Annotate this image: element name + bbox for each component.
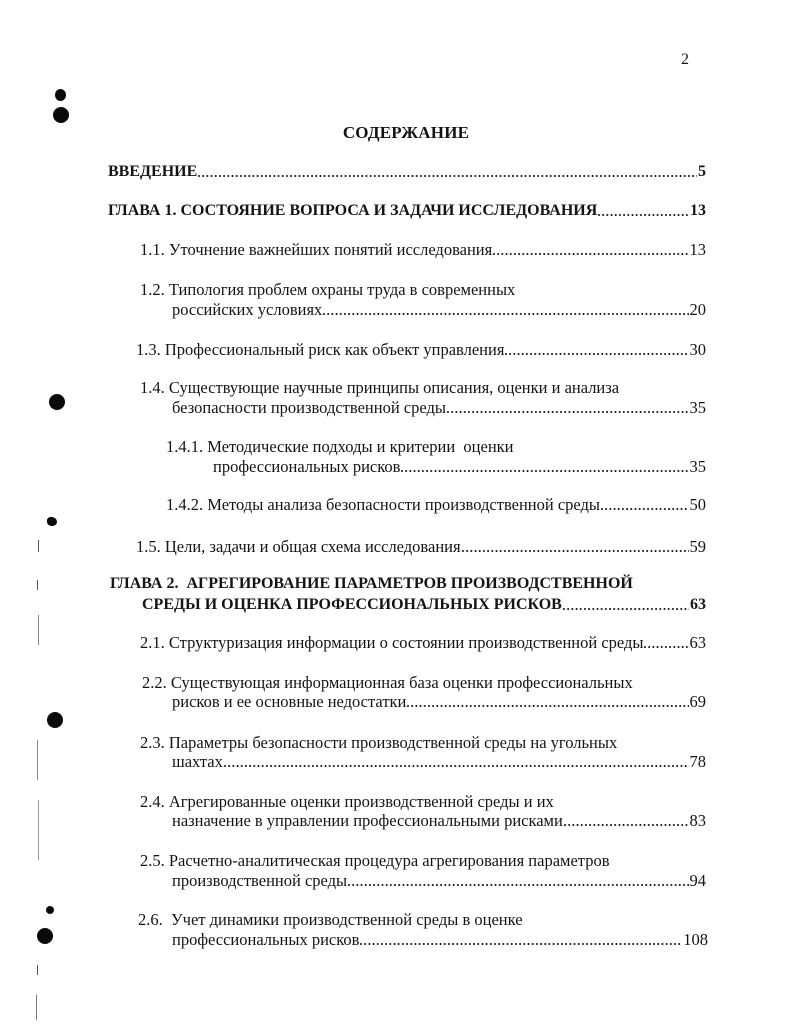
toc-entry-title: ГЛАВА 1. СОСТОЯНИЕ ВОПРОСА И ЗАДАЧИ ИССЛЕДОВАНИЯ: [108, 202, 598, 219]
toc-entry-page: 5: [698, 163, 706, 180]
toc-entry-page: 35: [689, 398, 706, 417]
toc-entry-chapter-2: [142, 595, 706, 615]
toc-entry-title-continued: российских условиях: [172, 300, 323, 319]
dot-leader: [493, 253, 688, 255]
toc-entry-2-4-title: 2.4. Агрегированные оценки производственной среды и их: [140, 792, 554, 811]
toc-entry-1-4-2: [166, 495, 706, 515]
toc-entry-page: 59: [689, 537, 706, 556]
toc-entry-title-continued: шахтах: [172, 752, 223, 771]
punch-hole-mark: [47, 712, 63, 728]
dot-leader: [323, 313, 688, 315]
scan-artifact: [36, 995, 37, 1020]
toc-entry-1-4-1: [213, 457, 706, 477]
toc-entry-1-4-1-title: 1.4.1. Методические подходы и критерии оценки: [166, 437, 514, 456]
toc-entry-page: 78: [689, 752, 706, 771]
toc-entry-title: 1.5. Цели, задачи и общая схема исследования: [136, 537, 461, 556]
toc-entry-page: 63: [689, 633, 706, 652]
punch-hole-mark: [47, 517, 57, 526]
dot-leader: [644, 646, 688, 648]
toc-title: СОДЕРЖАНИЕ: [342, 123, 470, 142]
toc-entry-2-5: [172, 871, 706, 891]
toc-entry-2-1: [140, 633, 706, 653]
toc-entry-1-4: [172, 398, 706, 418]
toc-entry-2-4: [172, 811, 706, 831]
toc-entry-title: ВВЕДЕНИЕ: [108, 163, 198, 180]
toc-entry-2-5-title: 2.5. Расчетно-аналитическая процедура агрегирования параметров: [140, 851, 610, 870]
dot-leader: [348, 884, 688, 886]
toc-entry-1-5: [136, 537, 706, 557]
dot-leader: [563, 608, 689, 610]
scan-artifact: [37, 740, 38, 780]
punch-hole-mark: [55, 89, 66, 101]
toc-entry-page: 50: [689, 495, 706, 514]
toc-entry-page: 63: [690, 596, 706, 613]
punch-hole-mark: [53, 107, 69, 123]
toc-entry-2-6: [172, 930, 708, 950]
toc-entry-introduction: [108, 162, 706, 182]
dot-leader: [462, 550, 689, 552]
dot-leader: [598, 214, 689, 216]
punch-hole-mark: [37, 928, 53, 944]
toc-entry-2-2: [172, 692, 706, 712]
scan-artifact: [38, 615, 39, 645]
toc-entry-page: 108: [683, 930, 708, 949]
toc-entry-1-1: [140, 240, 706, 260]
toc-entry-title-continued: профессиональных рисков: [213, 457, 401, 476]
dot-leader: [401, 470, 688, 472]
dot-leader: [407, 705, 688, 707]
scan-artifact: [37, 580, 38, 590]
toc-entry-2-3-title: 2.3. Параметры безопасности производственной среды на угольных: [140, 733, 618, 752]
toc-entry-title: 1.3. Профессиональный риск как объект управления: [136, 340, 505, 359]
toc-entry-2-2-title: 2.2. Существующая информационная база оценки профессиональных: [142, 673, 633, 692]
dot-leader: [224, 765, 689, 767]
toc-entry-page: 30: [689, 340, 706, 359]
dot-leader: [564, 824, 689, 826]
dot-leader: [601, 508, 689, 510]
toc-entry-page: 83: [689, 811, 706, 830]
toc-entry-title-continued: назначение в управлении профессиональными рисками: [172, 811, 563, 830]
punch-hole-mark: [46, 906, 54, 914]
dot-leader: [198, 175, 697, 177]
toc-entry-page: 20: [689, 300, 706, 319]
dot-leader: [360, 943, 682, 945]
toc-entry-1-4-title: 1.4. Существующие научные принципы описания, оценки и анализа: [140, 378, 620, 397]
toc-entry-page: 35: [689, 457, 706, 476]
toc-entry-chapter-1: [108, 201, 706, 221]
toc-entry-title-continued: безопасности производственной среды: [172, 398, 446, 417]
toc-entry-page: 13: [690, 202, 706, 219]
toc-entry-chapter-2-title: ГЛАВА 2. АГРЕГИРОВАНИЕ ПАРАМЕТРОВ ПРОИЗВОДСТВЕННОЙ: [110, 575, 633, 592]
toc-entry-title-continued: производственной среды: [172, 871, 348, 890]
toc-entry-page: 13: [689, 240, 706, 259]
scan-artifact: [37, 965, 38, 975]
toc-entry-title: 2.1. Структуризация информации о состоянии производственной среды: [140, 633, 644, 652]
scan-artifact: [38, 540, 39, 552]
page-number: 2: [681, 51, 689, 68]
toc-entry-2-6-title: 2.6. Учет динамики производственной среды в оценке: [138, 910, 523, 929]
toc-entry-1-3: [136, 340, 706, 360]
toc-entry-1-2: [172, 300, 706, 320]
toc-entry-2-3: [172, 752, 706, 772]
toc-entry-page: 94: [689, 871, 706, 890]
dot-leader: [447, 411, 689, 413]
toc-entry-title-continued: рисков и ее основные недостатки: [172, 692, 407, 711]
toc-entry-title: 1.4.2. Методы анализа безопасности производственной среды: [166, 495, 600, 514]
toc-entry-1-2-title: 1.2. Типология проблем охраны труда в современных: [140, 280, 516, 299]
toc-entry-page: 69: [689, 692, 706, 711]
toc-entry-title: 1.1. Уточнение важнейших понятий исследования: [140, 240, 493, 259]
punch-hole-mark: [49, 394, 65, 410]
toc-entry-title-continued: профессиональных рисков: [172, 930, 360, 949]
dot-leader: [505, 353, 688, 355]
toc-entry-title-continued: СРЕДЫ И ОЦЕНКА ПРОФЕССИОНАЛЬНЫХ РИСКОВ: [142, 596, 562, 613]
scan-artifact: [38, 800, 39, 860]
